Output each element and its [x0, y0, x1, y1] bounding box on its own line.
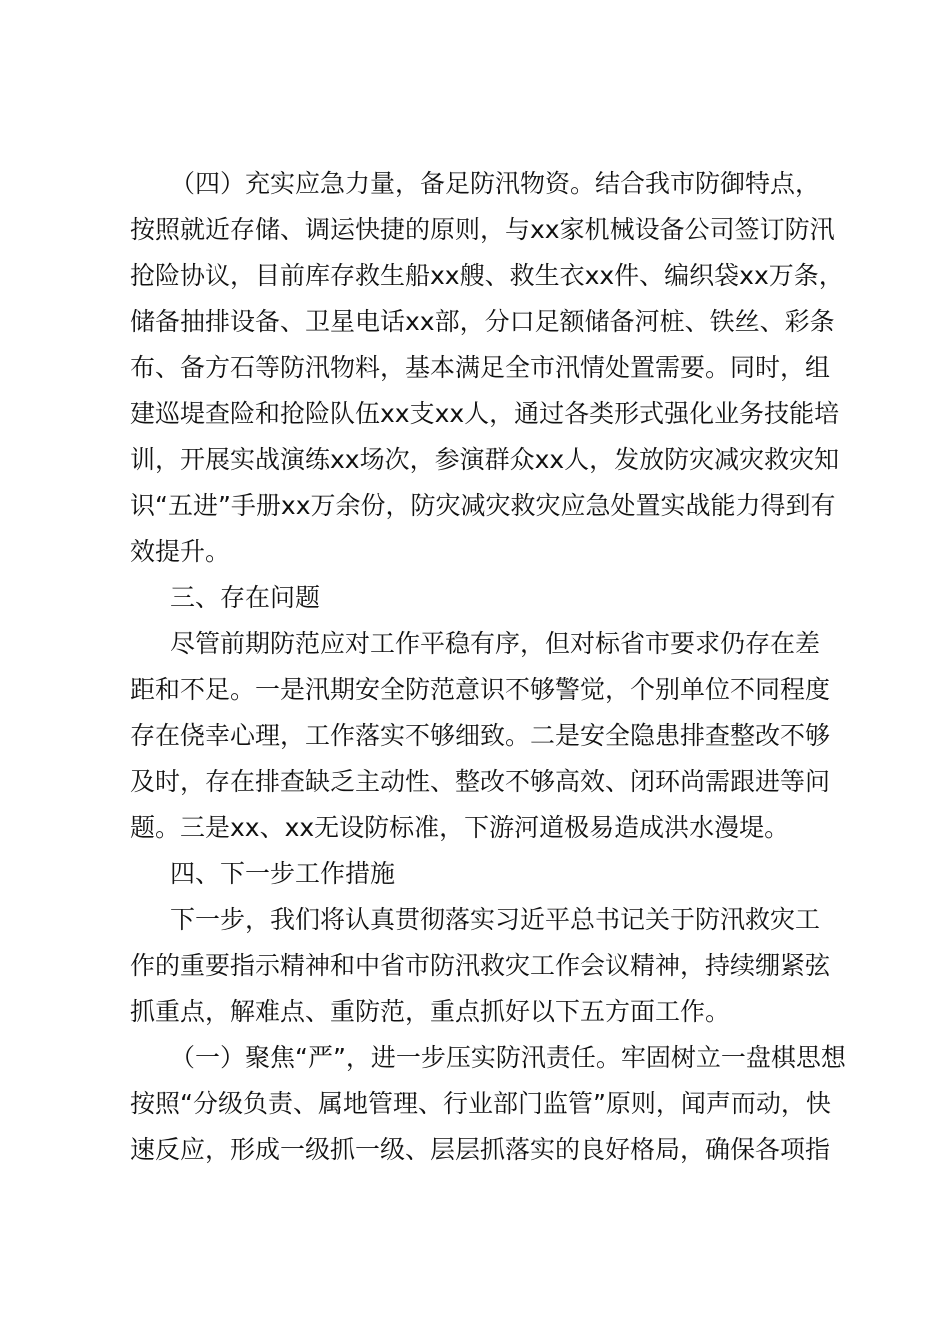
- paragraph-flood-responsibility: [130, 1035, 846, 1173]
- text-line: 按照就近存储、调运快捷的原则，与xx家机械设备公司签订防汛: [130, 215, 835, 244]
- text-line: 速反应，形成一级抓一级、层层抓落实的良好格局，确保各项指: [130, 1135, 831, 1164]
- text-line: 题。三是xx、xx无设防标准，下游河道极易造成洪水漫堤。: [130, 813, 790, 842]
- text-line: 抢险协议，目前库存救生船xx艘、救生衣xx件、编织袋xx万条，: [130, 261, 844, 290]
- heading-existing-problems: [130, 575, 846, 621]
- text-line: 距和不足。一是汛期安全防范意识不够警觉，个别单位不同程度: [130, 675, 831, 704]
- paragraph-next-steps: [130, 897, 846, 1035]
- text-line: 按照“分级负责、属地管理、行业部门监管”原则，闻声而动，快: [130, 1089, 831, 1118]
- heading-next-steps: [130, 851, 846, 897]
- section-heading: 四、下一步工作措施: [170, 859, 396, 888]
- text-line: 及时，存在排查缺乏主动性、整改不够高效、闭环尚需跟进等问: [130, 767, 831, 796]
- text-line: 识“五进”手册xx万余份，防灾减灾救灾应急处置实战能力得到有: [130, 491, 836, 520]
- text-line: 作的重要指示精神和中省市防汛救灾工作会议精神，持续绷紧弦: [130, 951, 831, 980]
- text-line: 建巡堤查险和抢险队伍xx支xx人，通过各类形式强化业务技能培: [130, 399, 840, 428]
- text-line: 布、备方石等防汛物料，基本满足全市汛情处置需要。同时，组: [130, 353, 831, 382]
- text-line: 储备抽排设备、卫星电话xx部，分口足额储备河桩、铁丝、彩条: [130, 307, 835, 336]
- text-line: 尽管前期防范应对工作平稳有序，但对标省市要求仍存在差: [170, 629, 821, 658]
- text-line: （四）充实应急力量，备足防汛物资。结合我市防御特点，: [170, 169, 821, 198]
- paragraph-emergency-supplies: [130, 161, 846, 575]
- text-line: 训，开展实战演练xx场次，参演群众xx人，发放防灾减灾救灾知: [130, 445, 840, 474]
- text-line: （一）聚焦“严”，进一步压实防汛责任。牢固树立一盘棋思想: [170, 1043, 846, 1072]
- paragraph-problems: [130, 621, 846, 851]
- text-line: 下一步，我们将认真贯彻落实习近平总书记关于防汛救灾工: [170, 905, 821, 934]
- document-body: [130, 161, 846, 1173]
- text-line: 效提升。: [130, 537, 231, 566]
- text-line: 存在侥幸心理，工作落实不够细致。二是安全隐患排查整改不够: [130, 721, 831, 750]
- text-line: 抓重点，解难点、重防范，重点抓好以下五方面工作。: [130, 997, 731, 1026]
- section-heading: 三、存在问题: [170, 583, 321, 612]
